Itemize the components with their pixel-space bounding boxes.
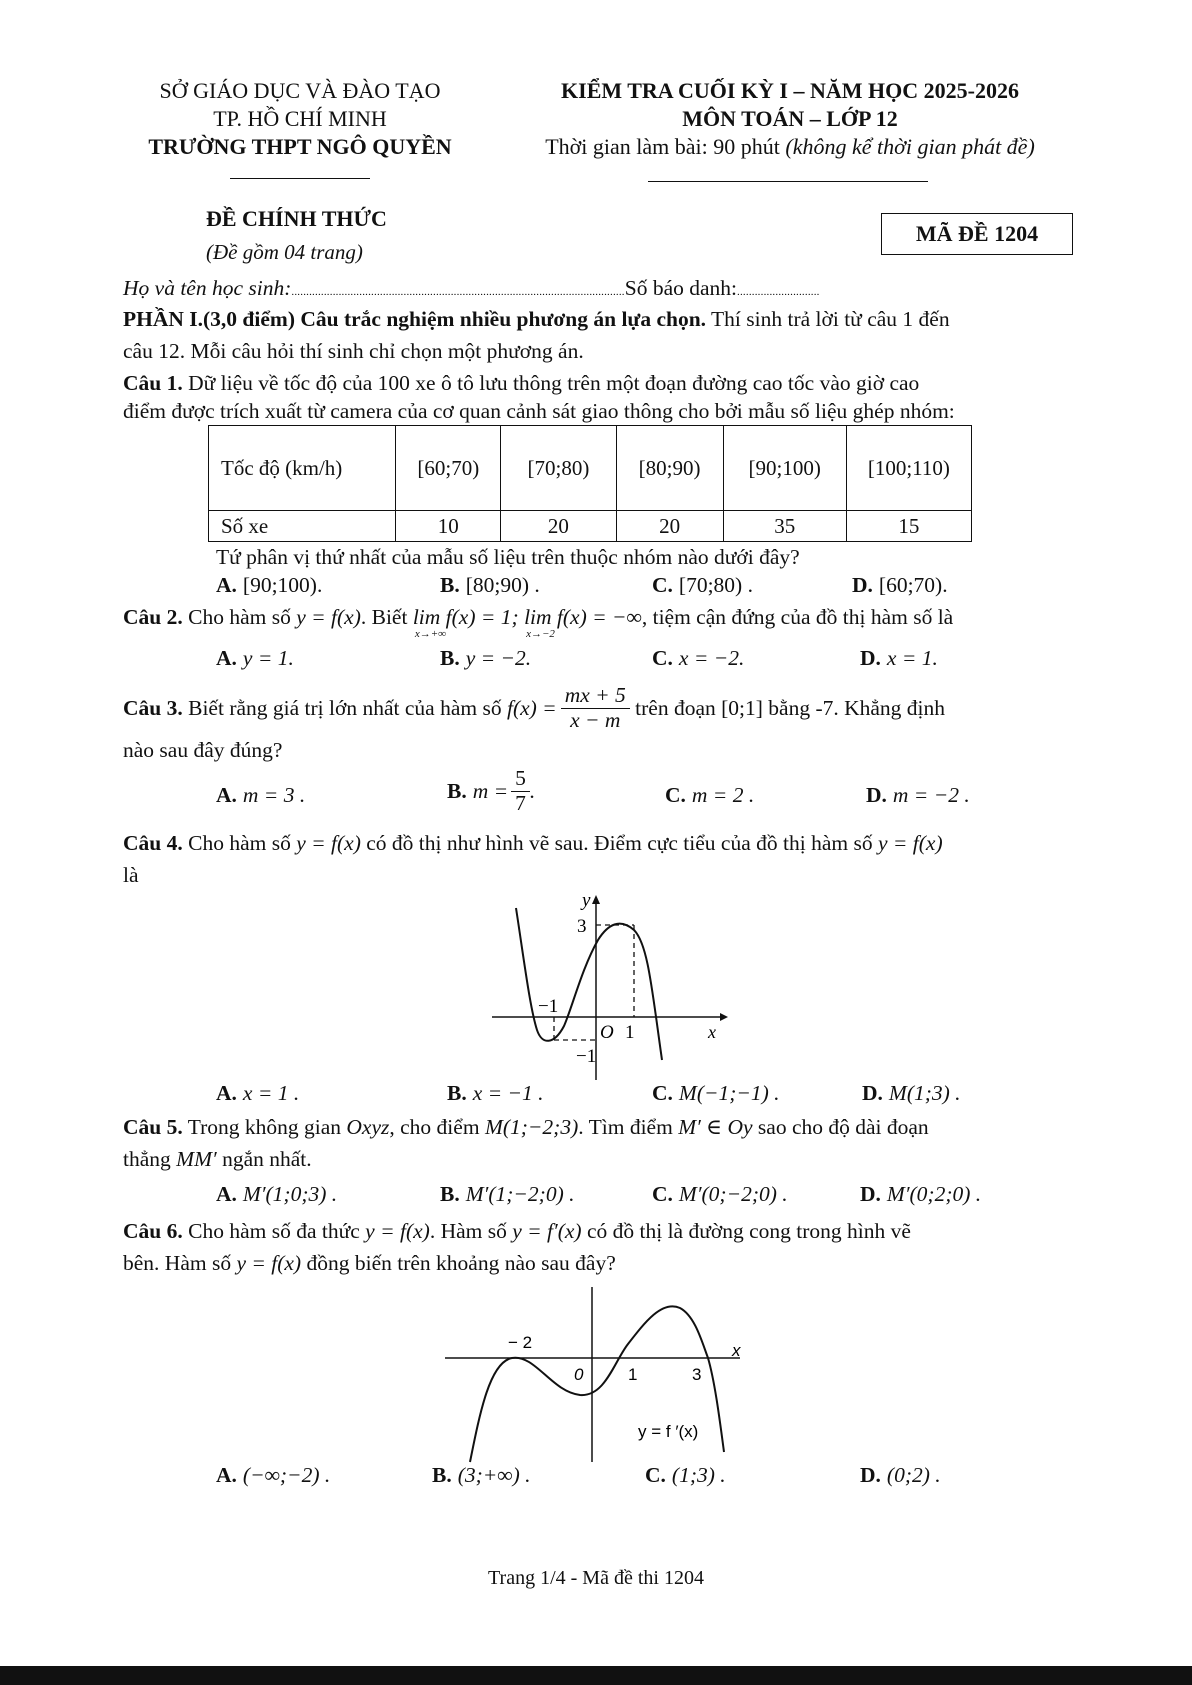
q4-text: có đồ thị như hình vẽ sau. Điểm cực tiểu của đồ thị hàm số: [360, 831, 878, 855]
option-label: D.: [860, 1182, 881, 1206]
part1-text-line2: câu 12. Mỗi câu hỏi thí sinh chỉ chọn một phương án.: [123, 339, 584, 364]
option-text: (1;3) .: [671, 1463, 726, 1487]
page-count: (Đề gồm 04 trang): [206, 240, 363, 264]
option-label: A.: [216, 1081, 237, 1105]
q5-text-line2: ngắn nhất.: [216, 1147, 312, 1172]
table-cell: [80;90): [616, 426, 723, 511]
city-name: TP. HỒ CHÍ MINH: [213, 106, 387, 131]
graph-label-origin: 0: [574, 1365, 584, 1384]
q3-option-c[interactable]: [665, 783, 754, 808]
table-cell: Tốc độ (km/h): [209, 426, 396, 511]
option-text: (3;+∞) .: [457, 1463, 531, 1487]
q2-text: Cho hàm số: [182, 605, 297, 629]
q1-text: Dữ liệu về tốc độ của 100 xe ô tô lưu thông trên một đoạn đường cao tốc vào giờ cao: [182, 371, 920, 395]
q1-option-c[interactable]: [652, 573, 753, 598]
q2-option-c[interactable]: [652, 646, 744, 671]
q6-option-b[interactable]: [432, 1463, 531, 1488]
option-text: x = −1 .: [472, 1081, 544, 1105]
q5-space: Oxyz: [346, 1115, 390, 1139]
q3-option-b[interactable]: [447, 767, 535, 815]
option-text: M′(0;−2;0) .: [678, 1182, 788, 1206]
q2-option-d[interactable]: [860, 646, 938, 671]
option-text: [70;80) .: [678, 573, 753, 597]
q5-condition: M′ ∈ Oy: [678, 1115, 753, 1139]
q4-graph: [480, 890, 730, 1085]
table-row: [209, 426, 972, 511]
scan-bottom-edge: [0, 1666, 1192, 1685]
student-name-label: Họ và tên học sinh:: [123, 276, 292, 300]
table-cell: [70;80): [501, 426, 616, 511]
q5-option-c[interactable]: [652, 1182, 788, 1207]
graph-x-label: x: [708, 1022, 716, 1042]
question-2: [123, 603, 954, 640]
q6-text: Cho hàm số đa thức: [182, 1219, 366, 1243]
limit-expr: lim f(x) = −∞: [524, 605, 642, 629]
option-text: y = −2.: [465, 646, 532, 670]
q5-text: sao cho độ dài đoạn: [752, 1115, 929, 1139]
q2-option-a[interactable]: [216, 646, 294, 671]
option-label: A.: [216, 646, 237, 670]
option-label: C.: [652, 646, 673, 670]
q1-text-line2: điểm được trích xuất từ camera của cơ quan cảnh sát giao thông cho bởi mẫu số liệu ghép nhóm:: [123, 399, 955, 424]
q3-text: trên đoạn [0;1] bằng -7. Khẳng định: [629, 695, 946, 720]
department-name: SỞ GIÁO DỤC VÀ ĐÀO TẠO: [159, 78, 441, 103]
option-text: [90;100).: [242, 573, 323, 597]
option-text: [60;70).: [878, 573, 948, 597]
header-right: [520, 78, 1060, 160]
option-text: M(1;3) .: [888, 1081, 961, 1105]
q4-label: Câu 4.: [123, 831, 183, 855]
option-text: (−∞;−2) .: [242, 1463, 331, 1487]
option-text: x = −2.: [678, 646, 745, 670]
option-label: B.: [447, 778, 467, 803]
option-text: m = −2 .: [892, 783, 970, 807]
exam-code-box: [881, 213, 1073, 255]
option-label: D.: [860, 646, 881, 670]
q4-option-a[interactable]: [216, 1081, 299, 1106]
q5-segment: MM′: [176, 1147, 217, 1172]
part1-title: PHẦN I.(3,0 điểm) Câu trắc nghiệm nhiều phương án lựa chọn.: [123, 307, 707, 331]
q2-function: y = f(x): [296, 605, 361, 629]
table-cell: 35: [723, 511, 846, 542]
q1-option-d[interactable]: [852, 573, 948, 598]
fraction-denominator: x − m: [570, 707, 621, 732]
option-text: y = 1.: [242, 646, 294, 670]
q5-option-d[interactable]: [860, 1182, 981, 1207]
option-text: m = 3 .: [242, 783, 306, 807]
option-label: B.: [440, 573, 460, 597]
question-5: [123, 1113, 929, 1174]
official-title: ĐỀ CHÍNH THỨC: [206, 206, 387, 231]
school-name: TRƯỜNG THPT NGÔ QUYỀN: [148, 134, 452, 159]
q6-function: y = f(x): [236, 1251, 302, 1276]
q3-fraction: [561, 684, 630, 732]
table-cell: [100;110): [846, 426, 971, 511]
q3-text: Biết rằng giá trị lớn nhất của hàm số: [182, 695, 507, 720]
exam-duration: [520, 134, 1060, 160]
option-label: D.: [860, 1463, 881, 1487]
q3-function-lhs: f(x) =: [506, 695, 557, 720]
q4-option-b[interactable]: [447, 1081, 544, 1106]
option-label: B.: [432, 1463, 452, 1487]
option-text: M′(1;0;3) .: [242, 1182, 338, 1206]
table-cell: 20: [616, 511, 723, 542]
option-label: D.: [862, 1081, 883, 1105]
option-label: C.: [665, 783, 686, 807]
graph-x-label: x: [732, 1341, 741, 1360]
option-label: A.: [216, 783, 237, 807]
q4-option-d[interactable]: [862, 1081, 961, 1106]
table-cell: [60;70): [396, 426, 501, 511]
student-info: [123, 274, 820, 303]
q5-option-a[interactable]: [216, 1182, 337, 1207]
table-cell: 10: [396, 511, 501, 542]
limit-sub: x→+∞: [414, 628, 446, 640]
graph-label-1: 1: [628, 1365, 638, 1384]
option-label: C.: [645, 1463, 666, 1487]
q1-option-a[interactable]: [216, 573, 322, 598]
limit-expr: lim f(x) = 1;: [412, 605, 519, 629]
fraction-numerator: mx + 5: [561, 684, 630, 709]
duration-note: (không kể thời gian phát đề): [785, 134, 1035, 159]
q2-label: Câu 2.: [123, 605, 183, 629]
option-label: A.: [216, 1463, 237, 1487]
table-cell: [90;100): [723, 426, 846, 511]
q5-text-line2: thẳng: [123, 1147, 177, 1172]
option-text: (0;2) .: [886, 1463, 941, 1487]
page-footer: Trang 1/4 - Mã đề thi 1204: [488, 1567, 704, 1589]
subject-grade: MÔN TOÁN – LỚP 12: [682, 106, 898, 131]
q1-option-b[interactable]: [440, 573, 540, 598]
graph-tick-x-pos: 1: [625, 1022, 635, 1043]
q5-option-b[interactable]: [440, 1182, 574, 1207]
option-label: D.: [866, 783, 887, 807]
option-text: m =: [472, 778, 509, 803]
student-id-label: Số báo danh:: [624, 276, 738, 300]
table-cell: 15: [846, 511, 971, 542]
fraction-denominator: 7: [515, 790, 526, 815]
question-4: [123, 829, 943, 890]
header-left-underline: [230, 178, 370, 179]
graph-tick-y-pos: 3: [577, 916, 587, 937]
q3-label: Câu 3.: [123, 695, 183, 720]
option-text: M′(1;−2;0) .: [465, 1182, 575, 1206]
q2-limit-2: [524, 605, 642, 640]
speed-table: [208, 425, 972, 542]
question-1: [123, 369, 955, 426]
option-label: B.: [440, 1182, 460, 1206]
q2-option-b[interactable]: [440, 646, 531, 671]
q3-option-d[interactable]: [866, 783, 970, 808]
option-text: M′(0;2;0) .: [886, 1182, 982, 1206]
graph-tick-y-neg: −1: [576, 1046, 597, 1067]
q5-label: Câu 5.: [123, 1115, 183, 1139]
q6-option-c[interactable]: [645, 1463, 726, 1488]
q3-option-a[interactable]: [216, 783, 305, 808]
option-label: C.: [652, 573, 673, 597]
option-label: B.: [440, 646, 460, 670]
q4-option-c[interactable]: [652, 1081, 780, 1106]
q6-derivative: y = f′(x): [512, 1219, 582, 1243]
q5-text: . Tìm điểm: [578, 1115, 679, 1139]
question-3: [123, 684, 945, 732]
student-name-dots[interactable]: .................................................................................................................: [291, 286, 625, 298]
q4-function: y = f(x): [296, 831, 361, 855]
q2-text: , tiệm cận đứng của đồ thị hàm số là: [641, 605, 954, 629]
graph-label-3: 3: [692, 1365, 702, 1384]
option-text: x = 1 .: [242, 1081, 300, 1105]
part1-instructions: [123, 305, 950, 366]
table-row: [209, 511, 972, 542]
q6-label: Câu 6.: [123, 1219, 183, 1243]
option-text: x = 1.: [886, 646, 938, 670]
student-id-dots[interactable]: ............................: [737, 286, 820, 298]
option-text: m = 2 .: [691, 783, 755, 807]
option-label: C.: [652, 1182, 673, 1206]
option-text: .: [529, 778, 536, 803]
q2-text: . Biết: [360, 605, 413, 629]
option-text: M(−1;−1) .: [678, 1081, 780, 1105]
limit-sub: x→−2: [526, 628, 555, 640]
q5-text: , cho điểm: [389, 1115, 485, 1139]
option-label: B.: [447, 1081, 467, 1105]
q1-label: Câu 1.: [123, 371, 183, 395]
q4-text-line2: là: [123, 863, 139, 888]
q6-text: có đồ thị là đường cong trong hình vẽ: [581, 1219, 911, 1243]
q6-function: y = f(x): [365, 1219, 430, 1243]
q6-graph: [440, 1282, 750, 1472]
q4-text: Cho hàm số: [182, 831, 297, 855]
exam-title: KIỂM TRA CUỐI KỲ I – NĂM HỌC 2025-2026: [561, 78, 1019, 103]
part1-text: Thí sinh trả lời từ câu 1 đến: [706, 307, 950, 331]
option-label: C.: [652, 1081, 673, 1105]
option-label: A.: [216, 1182, 237, 1206]
duration-text: Thời gian làm bài: 90 phút: [545, 134, 786, 159]
header-left: [120, 78, 480, 160]
q1-question: Tứ phân vị thứ nhất của mẫu số liệu trên thuộc nhóm nào dưới đây?: [216, 545, 800, 569]
q4-function: y = f(x): [877, 831, 943, 855]
option-label: D.: [852, 573, 873, 597]
graph-y-label: y: [582, 890, 591, 911]
q5-text: Trong không gian: [182, 1115, 347, 1139]
graph-curve-label: y = f ′(x): [638, 1422, 699, 1441]
header-right-underline: [648, 181, 928, 182]
option-text: [80;90) .: [465, 573, 540, 597]
option-fraction: [511, 767, 530, 815]
question-6: [123, 1217, 911, 1278]
graph-label-neg2: − 2: [508, 1333, 533, 1352]
q6-option-a[interactable]: [216, 1463, 330, 1488]
q6-text-line2: bên. Hàm số: [123, 1251, 237, 1276]
table-cell: 20: [501, 511, 616, 542]
table-cell: Số xe: [209, 511, 396, 542]
q6-text: . Hàm số: [429, 1219, 513, 1243]
fraction-numerator: 5: [511, 767, 530, 792]
q2-limit-1: [412, 605, 519, 640]
exam-code: MÃ ĐỀ 1204: [915, 221, 1039, 246]
graph-tick-x-neg: −1: [538, 996, 559, 1017]
q5-point: M(1;−2;3): [484, 1115, 579, 1139]
q6-option-d[interactable]: [860, 1463, 941, 1488]
q3-text-line2: nào sau đây đúng?: [123, 738, 283, 762]
option-label: A.: [216, 573, 237, 597]
q6-text-line2: đồng biến trên khoảng nào sau đây?: [301, 1251, 616, 1276]
graph-origin: O: [600, 1022, 614, 1043]
